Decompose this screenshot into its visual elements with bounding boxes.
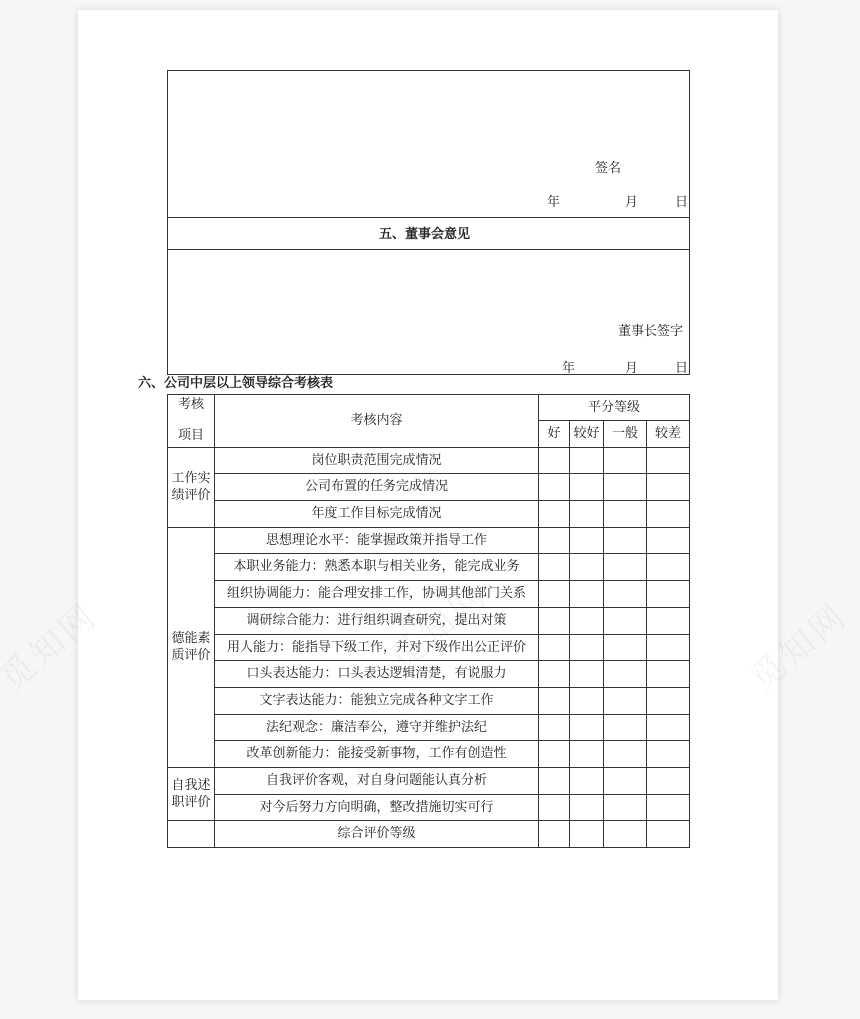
section4-date-month: 月 <box>625 195 639 210</box>
grade-cell[interactable] <box>647 741 690 768</box>
table-row <box>168 607 690 634</box>
chairman-signature-label: 董事长签字 <box>618 324 684 339</box>
grade-cell[interactable] <box>647 581 690 608</box>
row-content: 本职业务能力：熟悉本职与相关业务，能完成业务 <box>215 554 539 581</box>
row-content: 组织协调能力：能合理安排工作，协调其他部门关系 <box>215 581 539 608</box>
grade-cell[interactable] <box>539 581 570 608</box>
table-row <box>168 447 690 474</box>
table-row <box>168 687 690 714</box>
row-content: 调研综合能力：进行组织调查研究，提出对策 <box>215 607 539 634</box>
grade-cell[interactable] <box>570 447 604 474</box>
row-content: 文字表达能力：能独立完成各种文字工作 <box>215 687 539 714</box>
assessment-table <box>167 394 690 848</box>
table-row <box>168 794 690 821</box>
header-grade-average: 一般 <box>604 421 647 448</box>
grade-cell[interactable] <box>604 821 647 848</box>
summary-row <box>168 821 690 848</box>
table-row <box>168 581 690 608</box>
grade-cell[interactable] <box>647 474 690 501</box>
grade-cell[interactable] <box>647 821 690 848</box>
grade-cell[interactable] <box>604 687 647 714</box>
grade-cell[interactable] <box>539 661 570 688</box>
grade-cell[interactable] <box>647 607 690 634</box>
row-content: 公司布置的任务完成情况 <box>215 474 539 501</box>
header-assessment-content: 考核内容 <box>215 395 539 448</box>
grade-cell[interactable] <box>570 474 604 501</box>
grade-cell[interactable] <box>647 767 690 794</box>
document-page <box>78 10 778 1000</box>
grade-cell[interactable] <box>647 634 690 661</box>
grade-cell[interactable] <box>647 661 690 688</box>
grade-cell[interactable] <box>647 687 690 714</box>
grade-cell[interactable] <box>539 607 570 634</box>
category-work-performance: 工作实绩评价 <box>168 447 215 527</box>
grade-cell[interactable] <box>604 634 647 661</box>
grade-cell[interactable] <box>570 661 604 688</box>
grade-cell[interactable] <box>604 741 647 768</box>
table-row <box>168 741 690 768</box>
table-row <box>168 501 690 528</box>
section4-signature-label: 签名 <box>595 161 622 176</box>
grade-cell[interactable] <box>539 447 570 474</box>
section5-title: 五、董事会意见 <box>379 227 471 242</box>
grade-cell[interactable] <box>604 474 647 501</box>
grade-cell[interactable] <box>604 527 647 554</box>
grade-cell[interactable] <box>647 527 690 554</box>
grade-cell[interactable] <box>570 741 604 768</box>
table-row <box>168 634 690 661</box>
grade-cell[interactable] <box>570 581 604 608</box>
row-content: 法纪观念：廉洁奉公，遵守并维护法纪 <box>215 714 539 741</box>
grade-cell[interactable] <box>604 714 647 741</box>
grade-cell[interactable] <box>647 554 690 581</box>
row-content: 改革创新能力：能接受新事物，工作有创造性 <box>215 741 539 768</box>
header-item-line2: 项目 <box>177 428 204 443</box>
grade-cell[interactable] <box>539 554 570 581</box>
header-assessment-item <box>168 395 215 448</box>
section4-opinion-box <box>167 70 690 218</box>
grade-cell[interactable] <box>570 794 604 821</box>
grade-cell[interactable] <box>570 687 604 714</box>
header-grade-poor: 较差 <box>647 421 690 448</box>
grade-cell[interactable] <box>570 607 604 634</box>
table-header-row <box>168 395 690 421</box>
grade-cell[interactable] <box>570 501 604 528</box>
table-row <box>168 714 690 741</box>
section5-opinion-box <box>167 249 690 375</box>
grade-cell[interactable] <box>570 634 604 661</box>
grade-cell[interactable] <box>539 527 570 554</box>
grade-cell[interactable] <box>539 634 570 661</box>
grade-cell[interactable] <box>570 821 604 848</box>
table-row <box>168 527 690 554</box>
grade-cell[interactable] <box>604 607 647 634</box>
grade-cell[interactable] <box>604 767 647 794</box>
row-content: 对今后努力方向明确，整改措施切实可行 <box>215 794 539 821</box>
table-row <box>168 554 690 581</box>
table-row <box>168 474 690 501</box>
row-content: 岗位职责范围完成情况 <box>215 447 539 474</box>
grade-cell[interactable] <box>539 501 570 528</box>
grade-cell[interactable] <box>570 714 604 741</box>
header-grade-group: 平分等级 <box>539 395 690 421</box>
table-row <box>168 661 690 688</box>
grade-cell[interactable] <box>539 741 570 768</box>
summary-empty-cell <box>168 821 215 848</box>
grade-cell[interactable] <box>539 821 570 848</box>
grade-cell[interactable] <box>604 554 647 581</box>
header-grade-good: 好 <box>539 421 570 448</box>
grade-cell[interactable] <box>539 714 570 741</box>
grade-cell[interactable] <box>539 474 570 501</box>
grade-cell[interactable] <box>604 794 647 821</box>
grade-cell[interactable] <box>539 794 570 821</box>
table-row <box>168 767 690 794</box>
grade-cell[interactable] <box>539 687 570 714</box>
grade-cell[interactable] <box>647 794 690 821</box>
grade-cell[interactable] <box>570 554 604 581</box>
grade-cell[interactable] <box>539 767 570 794</box>
grade-cell[interactable] <box>647 447 690 474</box>
grade-cell[interactable] <box>570 767 604 794</box>
row-content: 口头表达能力：口头表达逻辑清楚，有说服力 <box>215 661 539 688</box>
grade-cell[interactable] <box>570 527 604 554</box>
grade-cell[interactable] <box>604 581 647 608</box>
category-moral-ability: 德能素质评价 <box>168 527 215 767</box>
header-grade-fairly-good: 较好 <box>570 421 604 448</box>
section6-title: 六、公司中层以上领导综合考核表 <box>138 376 334 391</box>
grade-cell[interactable] <box>604 447 647 474</box>
grade-cell[interactable] <box>647 714 690 741</box>
row-content: 思想理论水平：能掌握政策并指导工作 <box>215 527 539 554</box>
grade-cell[interactable] <box>604 661 647 688</box>
row-content: 年度工作目标完成情况 <box>215 501 539 528</box>
section4-date-year: 年 <box>547 195 561 210</box>
summary-label: 综合评价等级 <box>215 821 539 848</box>
grade-cell[interactable] <box>604 501 647 528</box>
section4-date-day: 日 <box>675 195 689 210</box>
row-content: 自我评价客观，对自身问题能认真分析 <box>215 767 539 794</box>
section5-date-year: 年 <box>562 361 576 376</box>
section5-date-month: 月 <box>625 361 639 376</box>
section5-date-day: 日 <box>675 361 689 376</box>
row-content: 用人能力：能指导下级工作，并对下级作出公正评价 <box>215 634 539 661</box>
grade-cell[interactable] <box>647 501 690 528</box>
header-item-line1: 考核 <box>177 397 204 412</box>
category-self-report: 自我述职评价 <box>168 767 215 820</box>
